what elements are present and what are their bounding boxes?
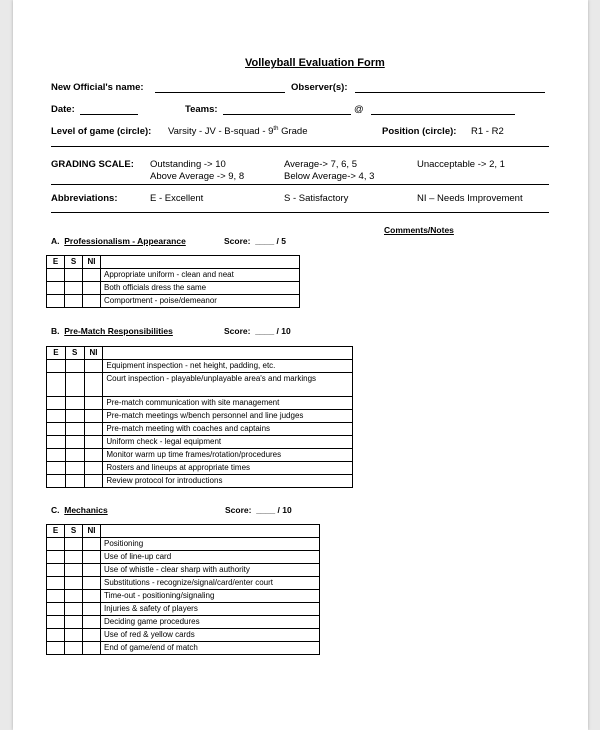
grading-scale-label: GRADING SCALE: (51, 159, 134, 170)
cell-e[interactable] (47, 295, 65, 308)
table-row (47, 551, 320, 564)
divider-1 (51, 146, 549, 147)
abbrev-excellent: E - Excellent (150, 193, 204, 204)
section-a-score-max: / 5 (276, 236, 286, 246)
divider-2 (51, 184, 549, 185)
cell-s[interactable] (65, 462, 84, 475)
cell-ni[interactable] (83, 564, 101, 577)
cell-s[interactable] (65, 616, 83, 629)
section-b-score-max: / 10 (276, 326, 291, 336)
cell-s[interactable] (65, 436, 84, 449)
cell-e[interactable] (47, 538, 65, 551)
table-header-row (47, 525, 320, 538)
cell-e[interactable] (47, 590, 65, 603)
section-b-table (46, 346, 353, 488)
new-official-label: New Official's name: (51, 82, 144, 93)
header-s: S (65, 525, 83, 538)
row-label: Deciding game procedures (101, 616, 320, 629)
header-ni: NI (83, 256, 101, 269)
cell-e[interactable] (47, 449, 66, 462)
row-label: Equipment inspection - net height, padding, etc. (103, 360, 353, 373)
row-label: Appropriate uniform - clean and neat (101, 269, 300, 282)
cell-ni[interactable] (83, 603, 101, 616)
cell-ni[interactable] (83, 538, 101, 551)
cell-ni[interactable] (84, 475, 103, 488)
section-b-title: Pre-Match Responsibilities (64, 326, 173, 336)
row-label: Pre-match meetings w/bench personnel and line judges (103, 410, 353, 423)
table-row (47, 397, 353, 410)
cell-s[interactable] (65, 590, 83, 603)
cell-s[interactable] (65, 603, 83, 616)
section-c-score-label: Score: (225, 505, 252, 515)
cell-e[interactable] (47, 436, 66, 449)
cell-e[interactable] (47, 475, 66, 488)
header-s: S (65, 347, 84, 360)
row-label: Time-out - positioning/signaling (101, 590, 320, 603)
header-s: S (65, 256, 83, 269)
level-suffix: Grade (278, 126, 308, 138)
form-page (13, 0, 588, 730)
row-label: Both officials dress the same (101, 282, 300, 295)
table-row (47, 373, 353, 397)
cell-ni[interactable] (83, 590, 101, 603)
row-label: Use of whistle - clear sharp with authority (101, 564, 320, 577)
table-row (47, 590, 320, 603)
cell-s[interactable] (65, 360, 84, 373)
table-row (47, 629, 320, 642)
cell-e[interactable] (47, 603, 65, 616)
row-label: Uniform check - legal equipment (103, 436, 353, 449)
cell-e[interactable] (47, 269, 65, 282)
at-symbol: @ (354, 104, 364, 115)
grade-unacceptable: Unacceptable -> 2, 1 (417, 159, 505, 170)
cell-ni[interactable] (84, 397, 103, 410)
level-options-text: Varsity - JV - B-squad - 9 (168, 126, 274, 138)
grade-above-average: Above Average -> 9, 8 (150, 171, 245, 182)
cell-e[interactable] (47, 577, 65, 590)
cell-ni[interactable] (84, 373, 103, 397)
abbrev-needs-improvement: NI – Needs Improvement (417, 193, 523, 204)
date-label: Date: (51, 104, 75, 115)
cell-ni[interactable] (84, 360, 103, 373)
cell-s[interactable] (65, 629, 83, 642)
row-label: End of game/end of match (101, 642, 320, 655)
observer-field[interactable] (355, 92, 545, 93)
cell-s[interactable] (65, 551, 83, 564)
section-a-score-label: Score: (224, 236, 251, 246)
cell-s[interactable] (65, 564, 83, 577)
cell-s[interactable] (65, 295, 83, 308)
cell-e[interactable] (47, 360, 66, 373)
section-b-score (224, 326, 291, 336)
cell-ni[interactable] (84, 410, 103, 423)
cell-s[interactable] (65, 269, 83, 282)
teams-label: Teams: (185, 104, 218, 115)
cell-s[interactable] (65, 282, 83, 295)
section-a-table (46, 255, 300, 308)
table-row (47, 410, 353, 423)
cell-e[interactable] (47, 616, 65, 629)
header-e: E (47, 525, 65, 538)
cell-s[interactable] (65, 373, 84, 397)
table-row (47, 436, 353, 449)
section-c-letter: C. (51, 505, 60, 515)
section-b-score-label: Score: (224, 326, 251, 336)
cell-ni[interactable] (84, 449, 103, 462)
row-label: Rosters and lineups at appropriate times (103, 462, 353, 475)
cell-s[interactable] (65, 475, 84, 488)
cell-s[interactable] (65, 577, 83, 590)
table-row (47, 449, 353, 462)
cell-s[interactable] (65, 449, 84, 462)
cell-e[interactable] (47, 397, 66, 410)
row-label: Use of red & yellow cards (101, 629, 320, 642)
team-away-field[interactable] (371, 114, 515, 115)
section-a-score-blank[interactable]: ____ (255, 236, 275, 246)
header-ni: NI (84, 347, 103, 360)
cell-e[interactable] (47, 642, 65, 655)
form-title: Volleyball Evaluation Form (245, 57, 385, 69)
grade-below-average: Below Average-> 4, 3 (284, 171, 375, 182)
cell-s[interactable] (65, 410, 84, 423)
row-label: Positioning (101, 538, 320, 551)
table-row (47, 616, 320, 629)
section-c-score-blank[interactable]: ____ (256, 505, 276, 515)
section-b-heading (51, 326, 173, 336)
cell-e[interactable] (47, 462, 66, 475)
date-field[interactable] (80, 114, 138, 115)
cell-e[interactable] (47, 282, 65, 295)
position-options[interactable]: R1 - R2 (471, 126, 504, 137)
section-c-score (225, 505, 292, 515)
cell-e[interactable] (47, 423, 66, 436)
cell-ni[interactable] (83, 642, 101, 655)
table-row (47, 462, 353, 475)
cell-ni[interactable] (83, 629, 101, 642)
cell-s[interactable] (65, 642, 83, 655)
table-row (47, 423, 353, 436)
row-label: Comportment - poise/demeanor (101, 295, 300, 308)
header-blank (101, 256, 300, 269)
table-header-row (47, 347, 353, 360)
row-label: Use of line-up card (101, 551, 320, 564)
header-blank (101, 525, 320, 538)
cell-ni[interactable] (83, 551, 101, 564)
section-c-heading (51, 505, 108, 515)
level-sup: th (273, 126, 279, 132)
cell-ni[interactable] (84, 462, 103, 475)
header-e: E (47, 347, 66, 360)
row-label: Review protocol for introductions (103, 475, 353, 488)
row-label: Pre-match communication with site management (103, 397, 353, 410)
row-label: Substitutions - recognize/signal/card/enter court (101, 577, 320, 590)
divider-3 (51, 212, 549, 213)
cell-s[interactable] (65, 538, 83, 551)
row-label: Court inspection - playable/unplayable area's and markings (103, 373, 353, 397)
comments-notes-heading: Comments/Notes (384, 225, 454, 235)
section-a-score (224, 236, 286, 246)
cell-ni[interactable] (84, 436, 103, 449)
cell-e[interactable] (47, 410, 66, 423)
section-c-table (46, 524, 320, 655)
cell-e[interactable] (47, 551, 65, 564)
row-label: Pre-match meeting with coaches and captains (103, 423, 353, 436)
cell-ni[interactable] (83, 616, 101, 629)
section-a-letter: A. (51, 236, 60, 246)
observer-label: Observer(s): (291, 82, 348, 93)
header-blank (103, 347, 353, 360)
table-row (47, 564, 320, 577)
section-c-score-max: / 10 (277, 505, 292, 515)
section-a-title: Professionalism - Appearance (64, 236, 186, 246)
table-row (47, 538, 320, 551)
level-options[interactable] (168, 126, 307, 137)
cell-e[interactable] (47, 629, 65, 642)
section-c-title: Mechanics (64, 505, 108, 515)
level-label: Level of game (circle): (51, 126, 152, 137)
cell-ni[interactable] (84, 423, 103, 436)
new-official-field[interactable] (155, 92, 285, 93)
abbreviations-label: Abbreviations: (51, 193, 118, 204)
table-header-row (47, 256, 300, 269)
cell-s[interactable] (65, 423, 84, 436)
cell-e[interactable] (47, 564, 65, 577)
section-b-letter: B. (51, 326, 60, 336)
header-ni: NI (83, 525, 101, 538)
cell-e[interactable] (47, 373, 66, 397)
cell-s[interactable] (65, 397, 84, 410)
table-row (47, 577, 320, 590)
table-row (47, 269, 300, 282)
table-row (47, 282, 300, 295)
abbrev-satisfactory: S - Satisfactory (284, 193, 349, 204)
team-home-field[interactable] (223, 114, 351, 115)
grade-average: Average-> 7, 6, 5 (284, 159, 357, 170)
cell-ni[interactable] (83, 282, 101, 295)
table-row (47, 475, 353, 488)
table-row (47, 295, 300, 308)
grade-outstanding: Outstanding -> 10 (150, 159, 226, 170)
section-b-score-blank[interactable]: ____ (255, 326, 275, 336)
cell-ni[interactable] (83, 269, 101, 282)
cell-ni[interactable] (83, 577, 101, 590)
row-label: Monitor warm up time frames/rotation/procedures (103, 449, 353, 462)
header-e: E (47, 256, 65, 269)
table-row (47, 642, 320, 655)
section-a-heading (51, 236, 186, 246)
row-label: Injuries & safety of players (101, 603, 320, 616)
table-row (47, 603, 320, 616)
position-label: Position (circle): (382, 126, 457, 137)
cell-ni[interactable] (83, 295, 101, 308)
table-row (47, 360, 353, 373)
